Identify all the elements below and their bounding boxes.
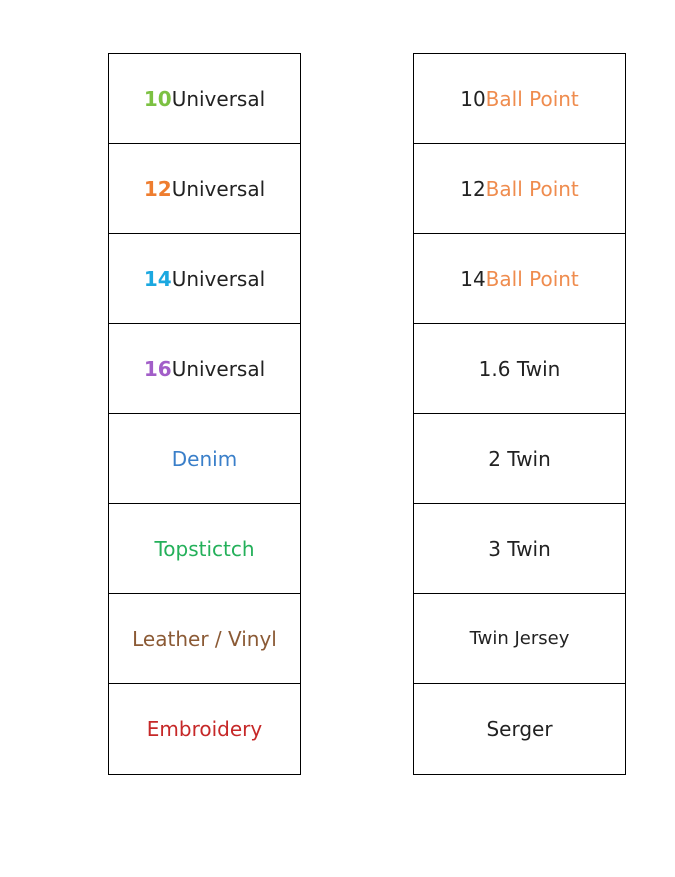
label-cell <box>414 684 625 774</box>
right-label-column <box>413 53 626 775</box>
needle-size: 10 <box>460 86 486 111</box>
needle-type: Denim <box>171 446 238 471</box>
label-cell <box>414 144 625 234</box>
needle-type: Ball Point <box>485 176 579 201</box>
needle-type: Universal <box>171 356 266 381</box>
needle-type: Universal <box>171 266 266 291</box>
needle-size: 14 <box>460 266 486 291</box>
label-cell <box>109 594 300 684</box>
needle-type: 1.6 Twin <box>478 356 561 381</box>
needle-size: 12 <box>460 176 486 201</box>
needle-type: Ball Point <box>485 266 579 291</box>
needle-type: 3 Twin <box>488 536 551 561</box>
label-cell <box>109 684 300 774</box>
needle-size: 16 <box>143 356 172 381</box>
label-cell <box>109 414 300 504</box>
needle-type: Embroidery <box>146 717 263 741</box>
needle-type: Universal <box>171 176 266 201</box>
label-cell <box>414 414 625 504</box>
needle-type: Twin Jersey <box>469 628 570 649</box>
label-cell <box>109 504 300 594</box>
label-cell <box>109 144 300 234</box>
label-cell <box>414 54 625 144</box>
label-cell <box>109 324 300 414</box>
needle-size: 14 <box>143 266 172 291</box>
label-cell <box>414 234 625 324</box>
needle-type: Topstictch <box>154 536 255 561</box>
needle-type: Serger <box>486 717 553 741</box>
left-label-column <box>108 53 301 775</box>
label-cell <box>414 324 625 414</box>
needle-type: Leather / Vinyl <box>132 626 277 651</box>
needle-size: 10 <box>143 86 172 111</box>
needle-type: 2 Twin <box>488 446 551 471</box>
label-cell <box>414 594 625 684</box>
needle-size: 12 <box>143 176 172 201</box>
needle-type: Ball Point <box>485 86 579 111</box>
label-cell <box>109 54 300 144</box>
label-cell <box>414 504 625 594</box>
label-cell <box>109 234 300 324</box>
needle-type: Universal <box>171 86 266 111</box>
